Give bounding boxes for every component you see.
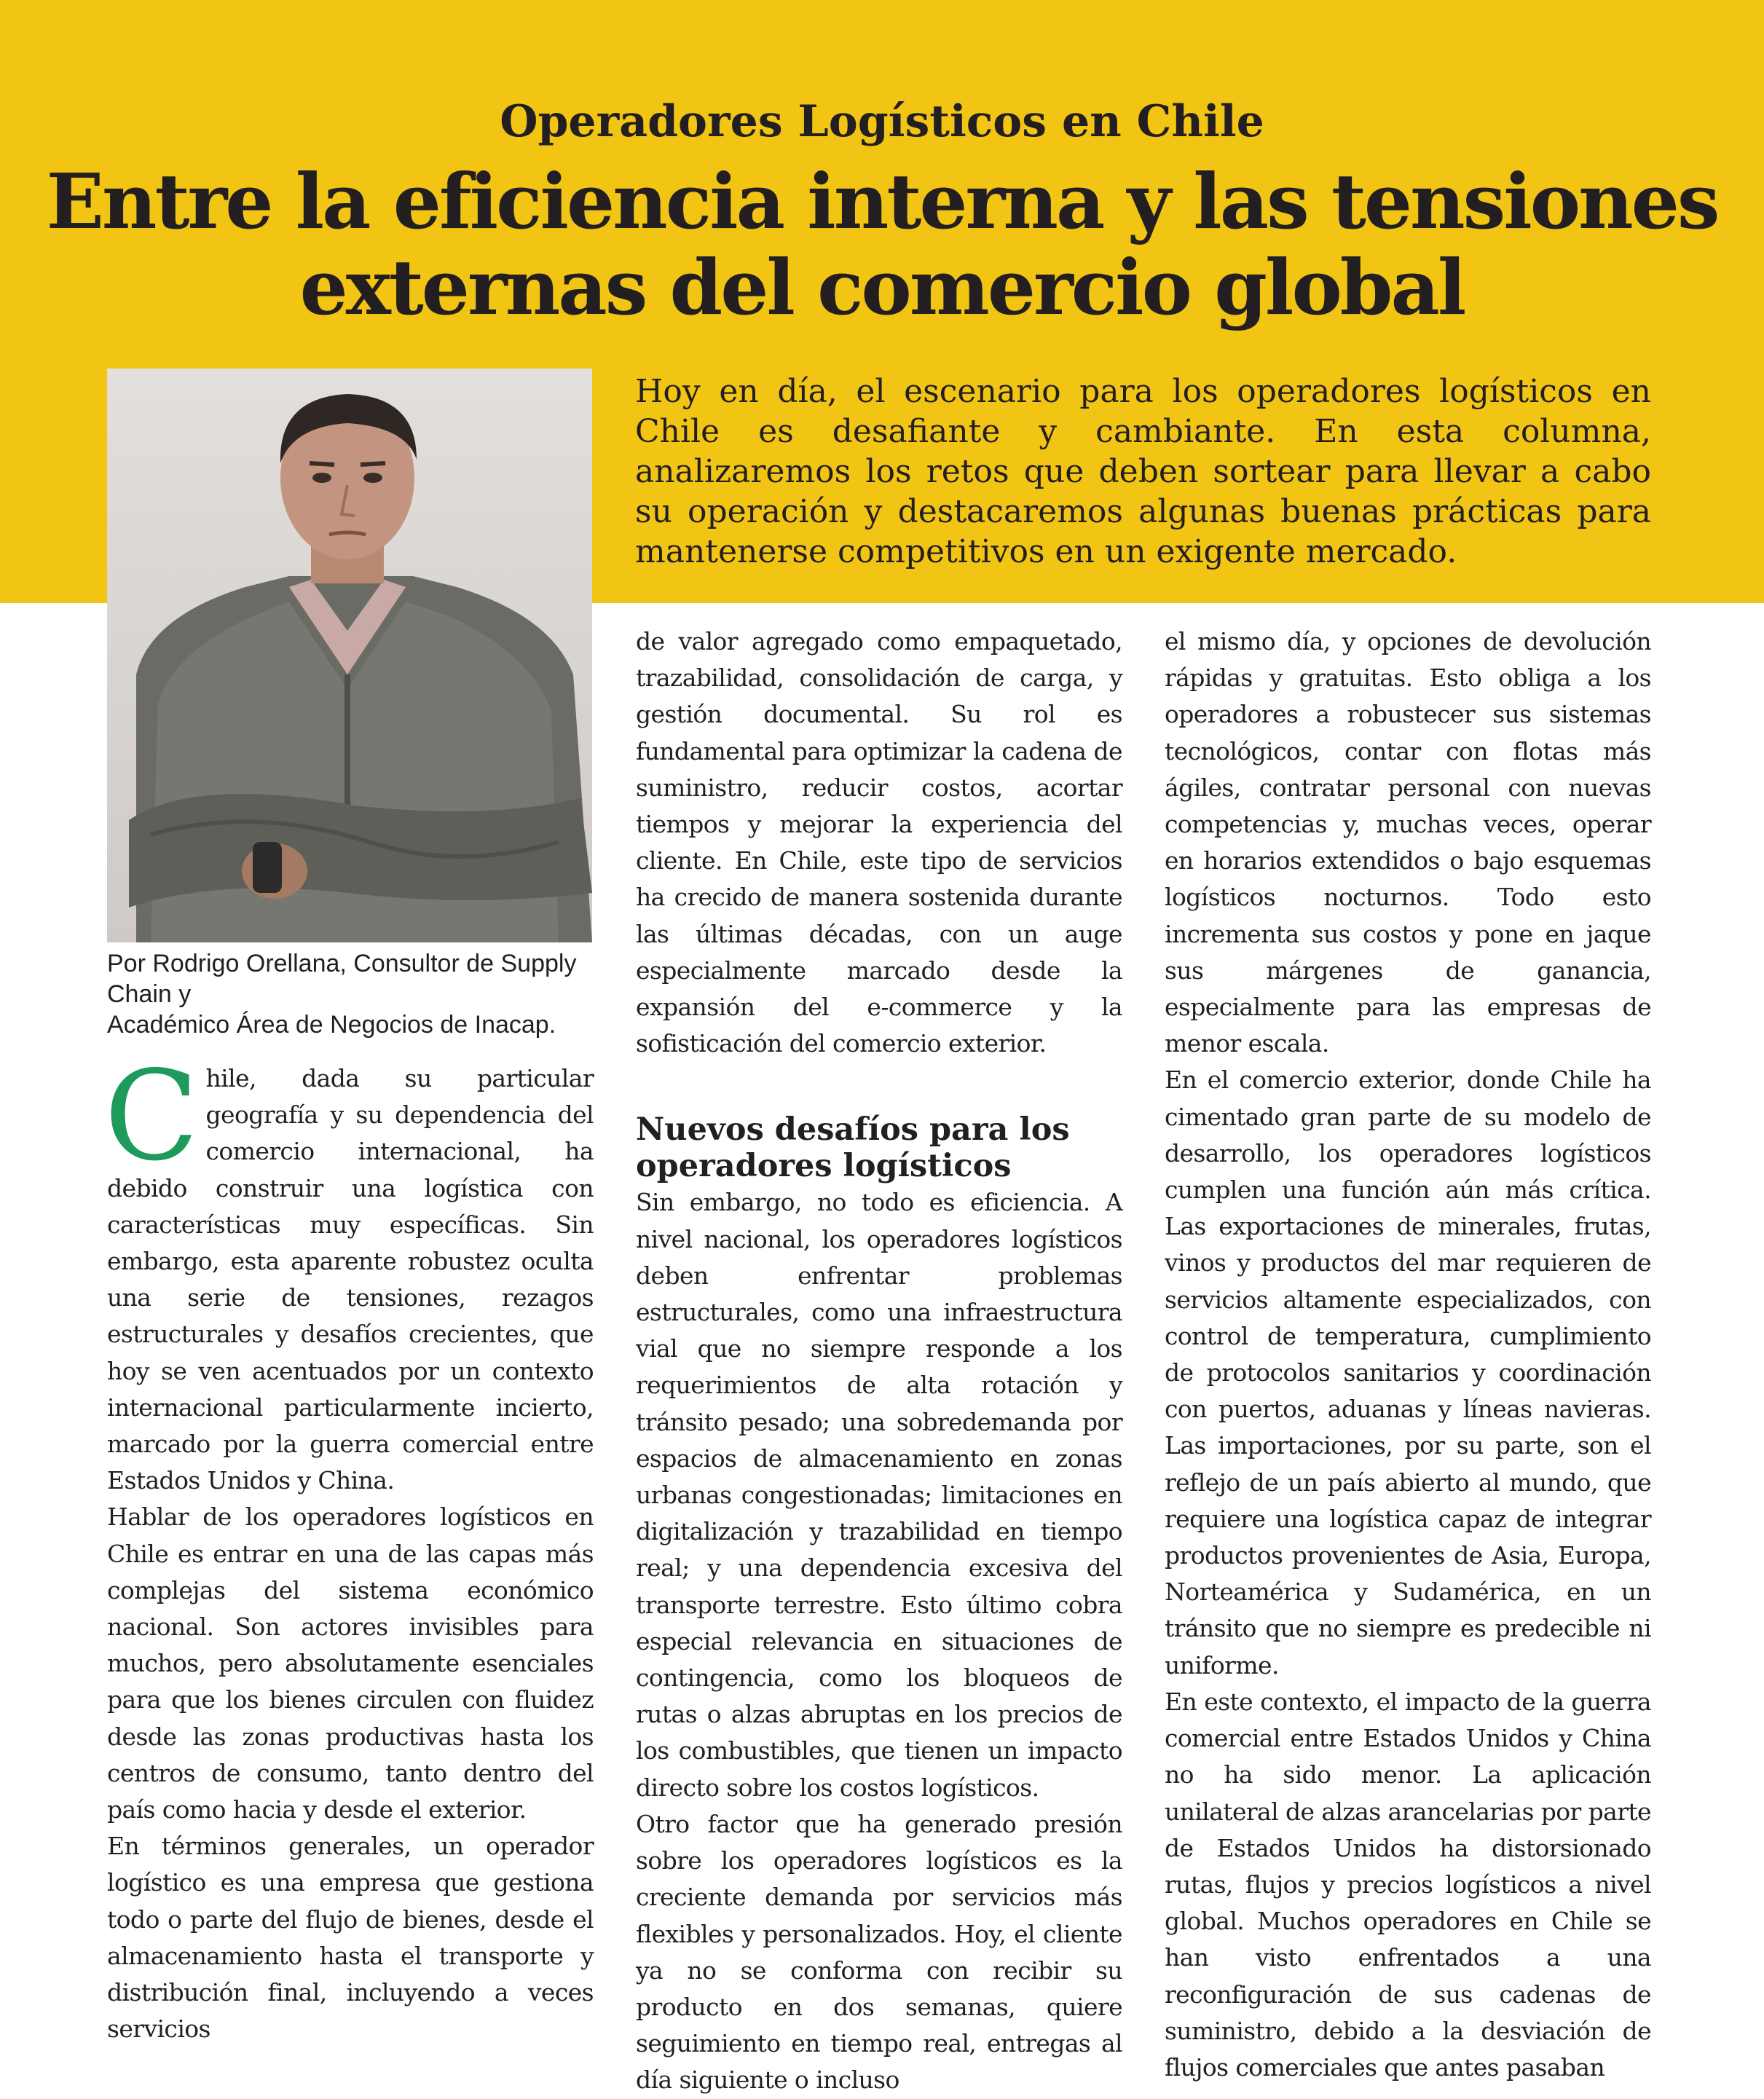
headline-line-1: Entre la eficiencia interna y las tensiones: [46, 157, 1718, 246]
paragraph-2: Hablar de los operadores logísticos en Chile es entrar en una de las capas más complejas del sistema económico nacional. Son actores invisibles para muchos, pero absolutamente esenciales para que los bienes circulen con fluidez desde las zonas productivas hasta los centros de consumo, tanto dentro del país como hacia y desde el exterior.: [107, 1503, 594, 1824]
caption-line-2: Académico Área de Negocios de Inacap.: [107, 1011, 556, 1039]
article-column-1: [104, 1044, 594, 2047]
photo-caption: [107, 948, 617, 1040]
section-subheading: Nuevos desafíos para los operadores logísticos: [636, 1111, 1070, 1185]
article-kicker: Operadores Logísticos en Chile: [500, 96, 1264, 147]
paragraph-3: En términos generales, un operador logístico es una empresa que gestiona todo o parte del flujo de bienes, desde el almacenamiento hasta el transporte y distribución final, incluyendo a veces servicios: [107, 1832, 594, 2044]
paragraph-5: Sin embargo, no todo es eficiencia. A nivel nacional, los operadores logísticos deben enfrentar problemas estructurales, como una infraestructura vial que no siempre responde a los requerimientos de alta rotación y tránsito pesado; una sobredemanda por espacios de almacenamiento en zonas urbanas congestionadas; limitaciones en digitalización y trazabilidad en tiempo real; y una dependencia excesiva del transporte terrestre. Esto último cobra especial relevancia en situaciones de contingencia, como los bloqueos de rutas o alzas abruptas en los precios de los combustibles, que tienen un impacto directo sobre los costos logísticos.: [636, 1188, 1122, 1802]
paragraph-1: [104, 1044, 594, 1499]
headline-line-2: externas del comercio global: [299, 243, 1465, 332]
paragraph-4: de valor agregado como empaquetado, trazabilidad, consolidación de carga, y gestión documental. Su rol es fundamental para optimizar la cadena de suministro, reducir costos, acortar tiempos y mejorar la experiencia del cliente. En Chile, este tipo de servicios ha crecido de manera sostenida durante las últimas décadas, con un auge especialmente marcado desde la expansión del e-commerce y la sofisticación del comercio exterior.: [636, 627, 1122, 1058]
paragraph-1-text: hile, dada su particular geografía y su dependencia del comercio internacional, ha debido construir una logística con características muy específicas. Sin embargo, esta aparente robustez oculta una serie de tensiones, rezagos estructurales y desafíos crecientes, que hoy se ven acentuados por un contexto internacional particularmente incierto, marcado por la guerra comercial entre Estados Unidos y China.: [107, 1064, 594, 1495]
author-photo: [107, 369, 592, 942]
paragraph-8: En el comercio exterior, donde Chile ha cimentado gran parte de su modelo de desarrollo, los operadores logísticos cumplen una función aún más crítica. Las exportaciones de minerales, frutas, vinos y productos del mar requieren de servicios altamente especializados, con control de temperatura, cumplimiento de protocolos sanitarios y coordinación con puertos, aduanas y líneas navieras. Las importaciones, por su parte, son el reflejo de un país abierto al mundo, que requiere una logística capaz de integrar productos provenientes de Asia, Europa, Norteamérica y Sudamérica, en un tránsito que no siempre es predecible ni uniforme.: [1165, 1066, 1651, 1679]
drop-cap: C: [104, 1044, 199, 1189]
article-headline: [0, 159, 1764, 331]
author-portrait-illustration: [107, 369, 592, 942]
paragraph-7: el mismo día, y opciones de devolución rápidas y gratuitas. Esto obliga a los operadores a robustecer sus sistemas tecnológicos, contar con flotas más ágiles, contratar personal con nuevas competencias y, muchas veces, operar en horarios extendidos o bajo esquemas logísticos nocturnos. Todo esto incrementa sus costos y pone en jaque sus márgenes de ganancia, especialmente para las empresas de menor escala.: [1165, 627, 1651, 1058]
article-column-3: [1165, 623, 1651, 2086]
article-lead: Hoy en día, el escenario para los operadores logísticos en Chile es desafiante y cambiante. En esta columna, analizaremos los retos que deben sortear para llevar a cabo su operación y destacaremos algunas buenas prácticas para mantenerse competitivos en un exigente mercado.: [635, 373, 1651, 570]
article-column-2: [636, 623, 1122, 2099]
paragraph-9: En este contexto, el impacto de la guerra comercial entre Estados Unidos y China no ha sido menor. La aplicación unilateral de alzas arancelarias por parte de Estados Unidos ha distorsionado rutas, flujos y precios logísticos a nivel global. Muchos operadores en Chile se han visto enfrentados a una reconfiguración de sus cadenas de suministro, debido a la desviación de flujos comerciales que antes pasaban: [1165, 1687, 1651, 2082]
paragraph-6: Otro factor que ha generado presión sobre los operadores logísticos es la creciente demanda por servicios más flexibles y personalizados. Hoy, el cliente ya no se conforma con recibir su producto en dos semanas, quiere seguimiento en tiempo real, entregas al día siguiente o incluso: [636, 1809, 1122, 2095]
caption-line-1: Por Rodrigo Orellana, Consultor de Supply Chain y: [107, 950, 577, 1008]
